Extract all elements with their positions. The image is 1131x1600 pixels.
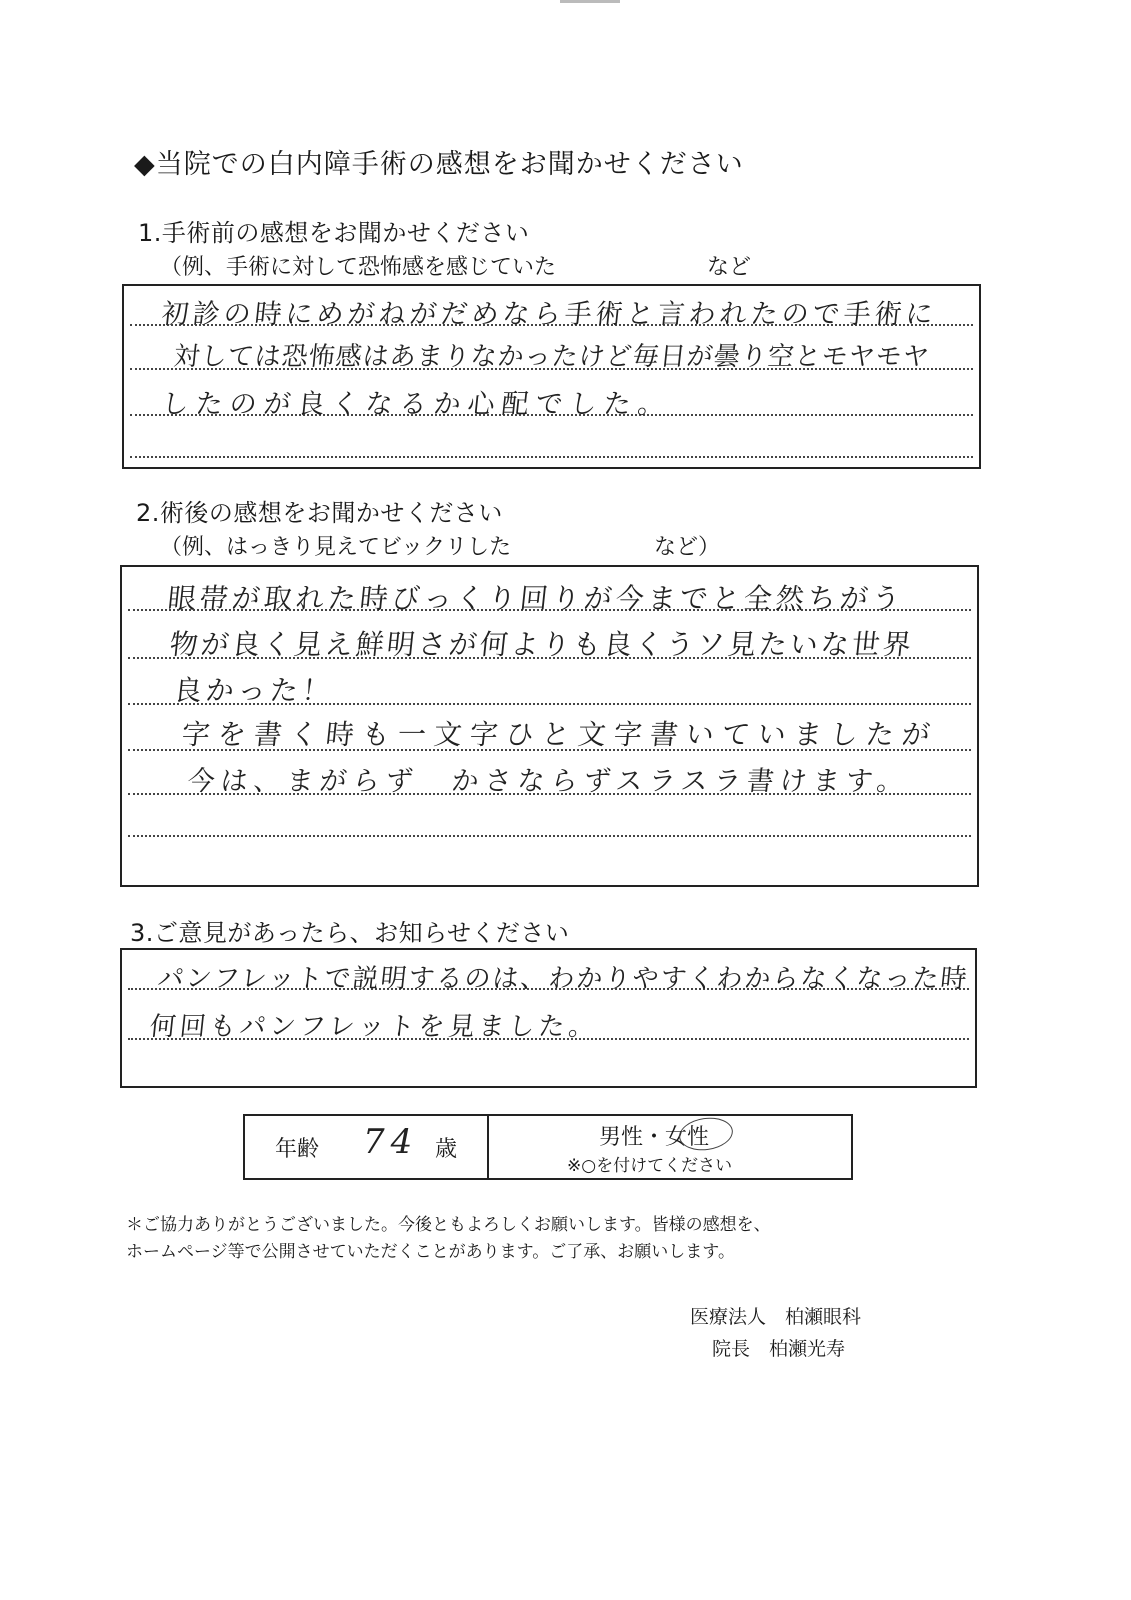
age-unit: 歳 <box>435 1137 458 1162</box>
question-1-example-suffix: など <box>707 255 752 280</box>
question-2-title: 2.術後の感想をお聞かせください <box>136 499 503 527</box>
age-gender-table <box>243 1114 853 1180</box>
answer-box-2 <box>120 565 979 887</box>
answer-box-3 <box>120 948 977 1088</box>
footer-note <box>126 1212 771 1266</box>
scan-mark <box>560 0 620 3</box>
age-value-handwritten: 74 <box>363 1122 419 1162</box>
handwritten-answer-line: 今は、まがらず かさならずスラスラ書けます。 <box>186 766 912 797</box>
footer-line: ＊ご協力ありがとうございました。今後ともよろしくお願いします。皆様の感想を、 <box>126 1215 771 1235</box>
question-3-title: 3.ご意見があったら、お知らせください <box>130 919 570 947</box>
answer-rule <box>130 456 973 458</box>
handwritten-answer-line: 良かった！ <box>172 674 336 707</box>
director-name: 院長 柏瀬光寿 <box>712 1338 846 1360</box>
table-divider <box>487 1116 489 1178</box>
question-2-example: （例、はっきり見えてビックリした <box>160 535 512 560</box>
question-1-title: 1.手術前の感想をお聞かせください <box>138 219 530 247</box>
answer-box-1 <box>122 284 981 469</box>
gender-options: 男性・女性 <box>599 1125 710 1150</box>
handwritten-answer-line: 初診の時にめがねがだめなら手術と言われたので手術に <box>160 299 939 330</box>
handwritten-answer-line: したのが良くなるか心配でした。 <box>160 389 674 420</box>
age-label: 年齢 <box>275 1137 320 1162</box>
page-title: ◆当院での白内障手術の感想をお聞かせください <box>134 149 744 180</box>
clinic-name: 医療法人 柏瀬眼科 <box>690 1306 862 1328</box>
handwritten-answer-line: 字を書く時も一文字ひと文字書いていましたが <box>180 718 940 751</box>
handwritten-answer-line: 眼帯が取れた時びっくり回りが今までと全然ちがう <box>166 582 906 615</box>
handwritten-answer-line: パンフレットで説明するのは、わかりやすくわからなくなった時 <box>156 964 971 994</box>
handwritten-answer-line: 対しては恐怖感はあまりなかったけど毎日が曇り空とモヤモヤ <box>172 342 932 372</box>
answer-rule <box>128 835 971 837</box>
gender-note: ※○を付けてください <box>567 1156 733 1176</box>
handwritten-answer-line: 何回もパンフレットを見ました。 <box>148 1012 601 1042</box>
question-1-example: （例、手術に対して恐怖感を感じていた <box>160 255 557 280</box>
footer-line: ホームページ等で公開させていただくことがあります。ご了承、お願いします。 <box>126 1242 735 1262</box>
handwritten-answer-line: 物が良く見え鮮明さが何よりも良くうソ見たいな世界 <box>168 628 916 661</box>
question-2-example-suffix: など） <box>654 535 721 560</box>
